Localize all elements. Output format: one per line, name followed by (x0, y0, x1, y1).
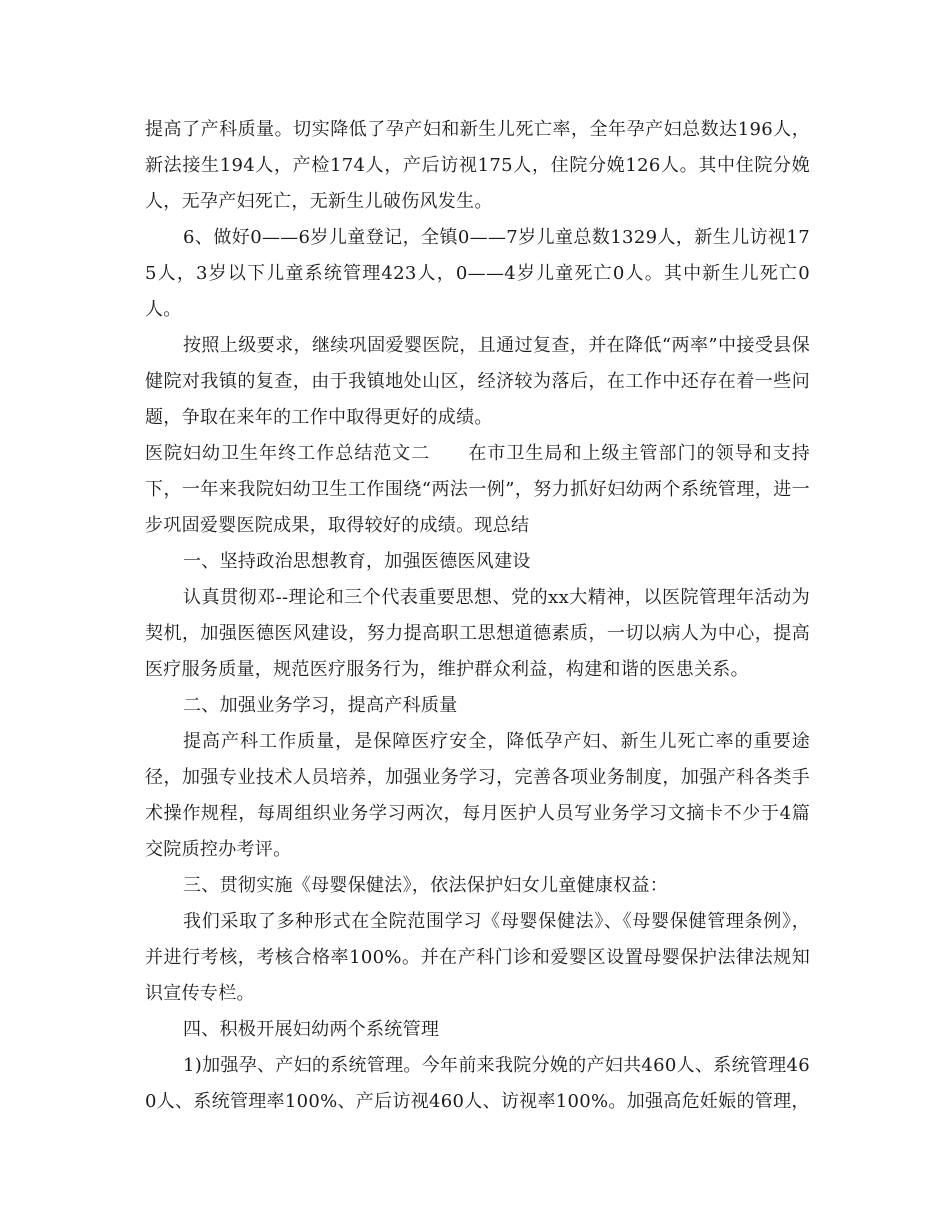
section-heading-2: 二、加强业务学习，提高产科质量 (183, 695, 458, 716)
paragraph-8: 1)加强孕、产妇的系统管理。今年前来我院分娩的产妇共460人、系统管理460人、系统管理率100%、产后访视460人、访视率100%。加强高危妊娠的管理， (145, 1055, 810, 1112)
paragraph-4: 医院妇幼卫生年终工作总结范文二 在市卫生局和上级主管部门的领导和支持下，一年来我院妇幼卫生工作围绕“两法一例”，努力抓好妇幼两个系统管理，进一步巩固爱婴医院成果，取得较好的成绩。现总结 (145, 443, 810, 536)
paragraph-1: 提高了产科质量。切实降低了孕产妇和新生儿死亡率，全年孕产妇总数达196人，新法接生194人，产检174人，产后访视175人，住院分娩126人。其中住院分娩人，无孕产妇死亡，无新生儿破伤风发生。 (145, 119, 810, 212)
document-body (145, 112, 810, 1120)
paragraph-3: 按照上级要求，继续巩固爱婴医院，且通过复查，并在降低“两率”中接受县保健院对我镇的复查，由于我镇地处山区，经济较为落后，在工作中还存在着一些问题，争取在来年的工作中取得更好的成绩。 (145, 335, 810, 428)
paragraph-7: 我们采取了多种形式在全院范围学习《母婴保健法》、《母婴保健管理条例》，并进行考核，考核合格率100%。并在产科门诊和爱婴区设置母婴保护法律法规知识宣传专栏。 (145, 911, 810, 1004)
section-heading-3: 三、贯彻实施《母婴保健法》，依法保护妇女儿童健康权益： (183, 875, 669, 896)
paragraph-6: 提高产科工作质量，是保障医疗安全，降低孕产妇、新生儿死亡率的重要途径，加强专业技术人员培养，加强业务学习，完善各项业务制度，加强产科各类手术操作规程，每周组织业务学习两次，每月医护人员写业务学习文摘卡不少于4篇交院质控办考评。 (145, 731, 810, 860)
paragraph-2: 6、做好0——6岁儿童登记，全镇0——7岁儿童总数1329人，新生儿访视175人，3岁以下儿童系统管理423人，0——4岁儿童死亡0人。其中新生儿死亡0人。 (145, 227, 810, 320)
paragraph-5: 认真贯彻邓--理论和三个代表重要思想、党的xx大精神，以医院管理年活动为契机，加强医德医风建设，努力提高职工思想道德素质，一切以病人为中心，提高医疗服务质量，规范医疗服务行为，维护群众利益，构建和谐的医患关系。 (145, 587, 810, 680)
section-heading-1: 一、坚持政治思想教育，加强医德医风建设 (183, 551, 531, 572)
section-heading-4: 四、积极开展妇幼两个系统管理 (183, 1019, 440, 1040)
